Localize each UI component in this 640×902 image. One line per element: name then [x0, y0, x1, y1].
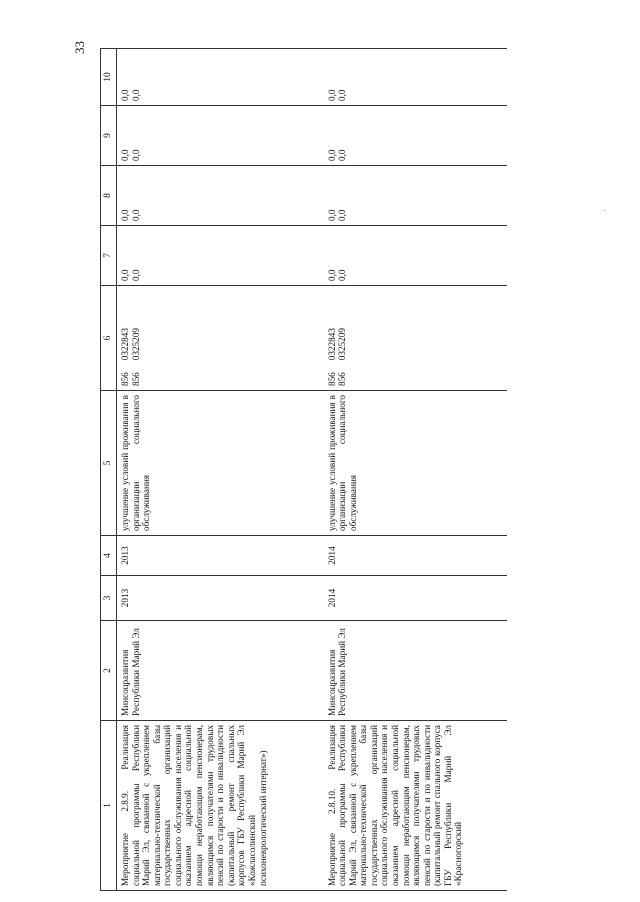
value: 0,0	[130, 209, 141, 221]
column-header: 9	[101, 106, 117, 166]
executor: Минсоцразвития Республики Марий Эл	[117, 621, 317, 721]
column-header: 2	[101, 621, 117, 721]
value: 0,0	[337, 269, 348, 281]
scan-speck	[604, 210, 605, 211]
value-col-10	[117, 49, 317, 106]
year-start: 2013	[117, 576, 317, 621]
value: 0,0	[326, 89, 337, 101]
value-col-7	[117, 226, 317, 286]
code-a: 856	[326, 372, 337, 386]
value: 0,0	[326, 209, 337, 221]
column-header: 3	[101, 576, 117, 621]
column-header: 7	[101, 226, 117, 286]
value: 0,0	[326, 269, 337, 281]
value-col-7	[317, 226, 507, 286]
page-number: 33	[72, 41, 87, 54]
code-a: 856	[130, 372, 141, 386]
value-col-8	[317, 166, 507, 226]
event-description: Мероприятие 2.8.10. Реализация социальной программы Республики Марий Эл, связанной с укреплением материально-технической базы государственных организаций социального обслуживания населения и оказанием адресной социальной помощи неработающим пенсионерам, являющимся получателями трудовых пенсий по старости и по инвалидности (капитальный ремонт спального корпуса ГБУ Республики Марий Эл «Красногорский	[317, 721, 507, 891]
program-events-table	[100, 48, 507, 891]
column-header: 1	[101, 721, 117, 891]
value-col-8	[117, 166, 317, 226]
value: 0,0	[120, 269, 130, 281]
rotated-table-container	[100, 49, 512, 891]
expected-result: улучшение условий проживания в организации социального обслуживания	[117, 391, 317, 536]
value: 0,0	[326, 149, 337, 161]
code-b: 0322843	[326, 328, 337, 361]
value: 0,0	[120, 149, 130, 161]
table-row	[317, 49, 507, 891]
code-b: 0325209	[337, 328, 348, 361]
code-a: 856	[120, 372, 130, 386]
year-end: 2014	[317, 536, 507, 576]
column-numbers-row	[101, 49, 117, 891]
value: 0,0	[130, 149, 141, 161]
column-header: 5	[101, 391, 117, 536]
year-start: 2014	[317, 576, 507, 621]
value: 0,0	[337, 149, 348, 161]
year-end: 2013	[117, 536, 317, 576]
column-header: 4	[101, 536, 117, 576]
value: 0,0	[130, 89, 141, 101]
budget-codes	[317, 286, 507, 391]
value-col-9	[117, 106, 317, 166]
value: 0,0	[120, 209, 130, 221]
value: 0,0	[130, 269, 141, 281]
column-header: 8	[101, 166, 117, 226]
column-header: 10	[101, 49, 117, 106]
event-description: Мероприятие 2.8.9. Реализация социальной программы Республики Марий Эл, связанной с укреплением материально-технической базы государственных организаций социального обслуживания населения и оказанием адресной социальной помощи неработающим пенсионерам, являющимся получателями трудовых пенсий по старости и по инвалидности (капитальный ремонт спальных корпусов ГБУ Республики Марий Эл «Кожласолинский психоневрологический интернат»)	[117, 721, 317, 891]
table-row	[117, 49, 317, 891]
value: 0,0	[120, 89, 130, 101]
code-b: 0322843	[120, 328, 130, 361]
value-col-10	[317, 49, 507, 106]
code-b: 0325209	[130, 328, 141, 361]
value: 0,0	[337, 89, 348, 101]
column-header: 6	[101, 286, 117, 391]
budget-codes	[117, 286, 317, 391]
value-col-9	[317, 106, 507, 166]
expected-result: улучшение условий проживания в организации социального обслуживания	[317, 391, 507, 536]
code-a: 856	[337, 372, 348, 386]
executor: Минсоцразвития Республики Марий Эл	[317, 621, 507, 721]
value: 0,0	[337, 209, 348, 221]
